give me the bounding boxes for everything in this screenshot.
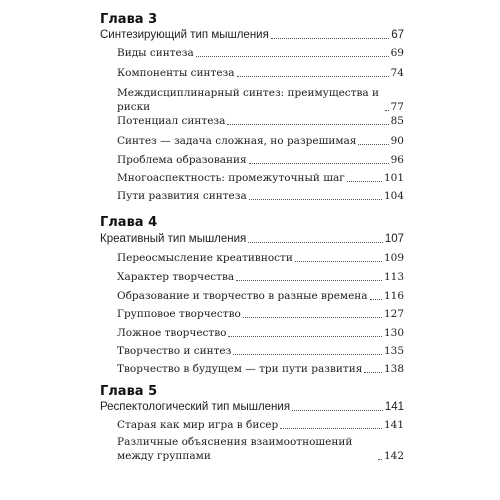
leader-dots bbox=[378, 459, 382, 460]
toc-entry bbox=[117, 46, 404, 60]
toc-entry bbox=[117, 362, 404, 376]
entry-title: Творчество и синтез bbox=[117, 345, 232, 357]
leader-dots bbox=[280, 428, 382, 429]
toc-entry bbox=[117, 153, 404, 167]
toc-entry bbox=[117, 66, 404, 80]
leader-dots bbox=[228, 336, 381, 337]
chapter-title-row bbox=[100, 400, 404, 414]
toc-entry bbox=[117, 418, 404, 432]
page-number: 69 bbox=[390, 47, 404, 59]
page-number: 77 bbox=[390, 101, 404, 113]
leader-dots bbox=[347, 181, 382, 182]
page-number: 138 bbox=[383, 363, 404, 375]
page-number: 127 bbox=[383, 308, 404, 320]
entry-title: Компоненты синтеза bbox=[117, 67, 235, 79]
leader-dots bbox=[249, 199, 382, 200]
leader-dots bbox=[236, 280, 382, 281]
leader-dots bbox=[196, 56, 389, 57]
toc-entry bbox=[117, 435, 404, 463]
toc-entry bbox=[117, 344, 404, 358]
toc-entry bbox=[117, 114, 404, 128]
page-number: 67 bbox=[391, 29, 404, 41]
page-number: 107 bbox=[384, 233, 404, 245]
chapter-heading: Глава 3 bbox=[100, 12, 158, 27]
entry-title: Переосмысление креативности bbox=[117, 252, 293, 264]
chapter-heading: Глава 4 bbox=[100, 215, 158, 230]
page-number: 135 bbox=[383, 345, 404, 357]
page-number: 116 bbox=[383, 290, 404, 302]
page-number: 74 bbox=[390, 67, 404, 79]
toc-entry bbox=[117, 289, 404, 303]
entry-title: Виды синтеза bbox=[117, 47, 194, 59]
entry-title: Образование и творчество в разные времена bbox=[117, 290, 368, 302]
entry-title: Потенциал синтеза bbox=[117, 115, 226, 127]
page-number: 90 bbox=[390, 135, 404, 147]
leader-dots bbox=[243, 317, 382, 318]
toc-entry bbox=[117, 134, 404, 148]
entry-title: Характер творчества bbox=[117, 271, 235, 283]
entry-title: Старая как мир игра в бисер bbox=[117, 419, 279, 431]
page-number: 113 bbox=[383, 271, 404, 283]
entry-title: Многоаспектность: промежуточный шаг bbox=[117, 172, 345, 184]
chapter-heading: Глава 5 bbox=[100, 384, 158, 399]
chapter-title: Креативный тип мышления bbox=[100, 233, 247, 245]
toc-entry bbox=[117, 307, 404, 321]
page-number: 85 bbox=[390, 115, 404, 127]
leader-dots bbox=[385, 110, 389, 111]
page-number: 109 bbox=[383, 252, 404, 264]
leader-dots bbox=[271, 38, 389, 39]
leader-dots bbox=[227, 124, 388, 125]
chapter-title-row bbox=[100, 28, 404, 42]
entry-title: Групповое творчество bbox=[117, 308, 241, 320]
page-number: 141 bbox=[384, 401, 404, 413]
leader-dots bbox=[358, 144, 388, 145]
entry-title: Междисциплинарный синтез: преимущества и риски bbox=[117, 87, 380, 113]
page-number: 96 bbox=[390, 154, 404, 166]
leader-dots bbox=[249, 163, 389, 164]
toc-entry bbox=[117, 270, 404, 284]
toc-entry bbox=[117, 251, 404, 265]
leader-dots bbox=[292, 410, 383, 411]
chapter-title: Респектологический тип мышления bbox=[100, 401, 291, 413]
page-number: 104 bbox=[383, 190, 404, 202]
page-number: 141 bbox=[383, 419, 404, 431]
leader-dots bbox=[364, 372, 382, 373]
toc-entry bbox=[117, 86, 404, 114]
leader-dots bbox=[233, 354, 382, 355]
leader-dots bbox=[295, 261, 382, 262]
chapter-title: Синтезирующий тип мышления bbox=[100, 29, 269, 41]
toc-entry bbox=[117, 326, 404, 340]
entry-title: Синтез — задача сложная, но разрешимая bbox=[117, 135, 357, 147]
leader-dots bbox=[370, 299, 382, 300]
page-number: 142 bbox=[383, 450, 404, 462]
entry-title: Пути развития синтеза bbox=[117, 190, 247, 202]
entry-title: Различные объяснения взаимоотношений между группами bbox=[117, 436, 353, 462]
page-number: 101 bbox=[383, 172, 404, 184]
chapter-title-row bbox=[100, 232, 404, 246]
toc-entry bbox=[117, 171, 404, 185]
entry-title: Проблема образования bbox=[117, 154, 247, 166]
leader-dots bbox=[248, 242, 383, 243]
page-number: 130 bbox=[383, 327, 404, 339]
entry-title: Творчество в будущем — три пути развития bbox=[117, 363, 363, 375]
leader-dots bbox=[237, 76, 389, 77]
toc-entry bbox=[117, 189, 404, 203]
entry-title: Ложное творчество bbox=[117, 327, 227, 339]
